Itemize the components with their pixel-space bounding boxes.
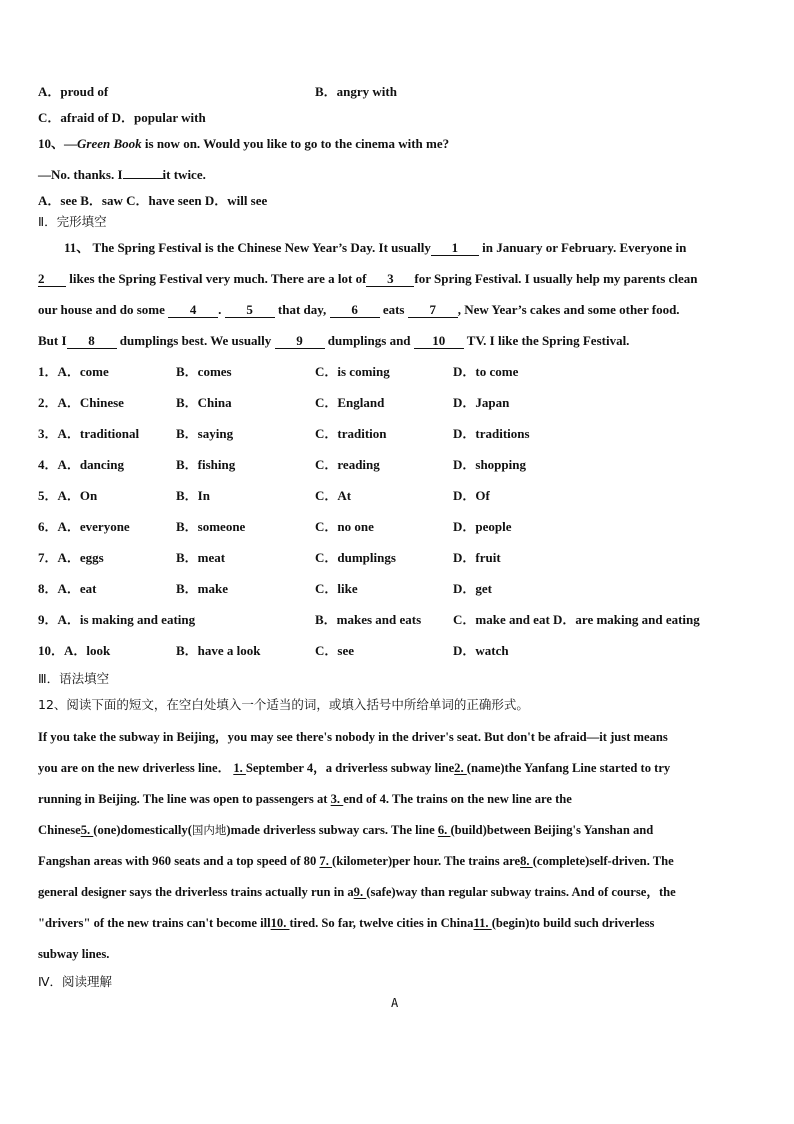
grammar-blank-8[interactable]: 8.	[520, 854, 533, 868]
cloze-text: dumplings and	[324, 333, 414, 348]
cloze-line-2	[38, 271, 697, 287]
grammar-text: (name)the Yanfang Line started to try	[466, 761, 671, 775]
cloze-line-4	[38, 333, 629, 349]
cloze-line-1	[64, 240, 686, 256]
option-c[interactable]: C．England	[315, 395, 385, 410]
grammar-line-6	[38, 884, 676, 900]
cloze-blank-1[interactable]: 1	[431, 241, 479, 256]
option-a[interactable]: 10．A．look	[38, 643, 111, 658]
option-c[interactable]: C．At	[315, 488, 352, 503]
cloze-blank-5[interactable]: 5	[225, 303, 275, 318]
option-a[interactable]: 8．A．eat	[38, 581, 97, 596]
section-3-title: Ⅲ．语法填空	[38, 671, 110, 686]
q10-reply-end: it twice.	[162, 167, 206, 182]
q10-reply	[38, 167, 206, 183]
cloze-text: TV. I like the Spring Festival.	[463, 333, 630, 348]
grammar-text: end of 4. The trains on the new line are the	[343, 792, 572, 806]
grammar-line-7	[38, 915, 654, 931]
cloze-text: for Spring Festival. I usually help my parents clean	[414, 271, 698, 286]
option-b[interactable]: B．In	[176, 488, 210, 503]
cloze-blank-3[interactable]: 3	[366, 272, 414, 287]
grammar-line-2	[38, 760, 670, 776]
option-b[interactable]: B．saying	[176, 426, 234, 441]
option-b[interactable]: B．comes	[176, 364, 232, 379]
cloze-text: eats	[379, 302, 408, 317]
grammar-text: September 4，a driverless subway line	[245, 761, 455, 775]
option-d[interactable]: D．shopping	[453, 457, 526, 472]
q10-movie-title: Green Book	[77, 136, 142, 151]
grammar-text: (kilometer)per hour. The trains are	[332, 854, 521, 868]
grammar-text: tired. So far, twelve cities in China	[289, 916, 474, 930]
q10-prefix: 10、—	[38, 136, 78, 151]
option-d[interactable]: D．Of	[453, 488, 490, 503]
grammar-line-3	[38, 791, 572, 807]
cloze-text: likes the Spring Festival very much. There are a lot of	[66, 271, 367, 286]
option-b[interactable]: B．someone	[176, 519, 246, 534]
grammar-blank-10[interactable]: 10.	[270, 916, 290, 930]
q10-options: A．see B．saw C．have seen D．will see	[38, 193, 268, 208]
grammar-blank-11[interactable]: 11.	[473, 916, 492, 930]
cloze-text: dumplings best. We usually	[116, 333, 275, 348]
cloze-blank-2[interactable]: 2	[38, 272, 66, 287]
grammar-text: (begin)to build such driverless	[491, 916, 655, 930]
cloze-blank-4[interactable]: 4	[168, 303, 218, 318]
grammar-text: (one)domestically(	[93, 823, 192, 837]
grammar-text: "drivers" of the new trains can't become ill	[38, 916, 271, 930]
option-b[interactable]: B．have a look	[176, 643, 261, 658]
q10-question	[38, 136, 449, 152]
option-d[interactable]: D．people	[453, 519, 512, 534]
option-a[interactable]: 9．A．is making and eating	[38, 612, 196, 627]
option-a[interactable]: 3．A．traditional	[38, 426, 140, 441]
grammar-text: you are on the new driverless line．	[38, 761, 234, 775]
grammar-blank-3[interactable]: 3.	[330, 792, 344, 806]
grammar-line-4	[38, 822, 653, 838]
option-c[interactable]: C．is coming	[315, 364, 390, 379]
option-d[interactable]: D．fruit	[453, 550, 501, 565]
option-d[interactable]: D．Japan	[453, 395, 510, 410]
cloze-blank-10[interactable]: 10	[414, 334, 464, 349]
grammar-blank-6[interactable]: 6.	[437, 823, 451, 837]
option-b[interactable]: B．fishing	[176, 457, 236, 472]
cloze-blank-6[interactable]: 6	[330, 303, 380, 318]
option-a[interactable]: 5．A．On	[38, 488, 98, 503]
grammar-blank-1[interactable]: 1.	[233, 761, 246, 775]
grammar-blank-2[interactable]: 2.	[454, 761, 467, 775]
passage-label: A	[391, 996, 399, 1010]
cloze-blank-9[interactable]: 9	[275, 334, 325, 349]
option-b[interactable]: B．makes and eats	[315, 612, 422, 627]
option-a[interactable]: 2．A．Chinese	[38, 395, 124, 410]
option-a[interactable]: 6．A．everyone	[38, 519, 130, 534]
option-cd[interactable]: C．make and eat D．are making and eating	[453, 612, 700, 627]
option-a[interactable]: 7．A．eggs	[38, 550, 104, 565]
grammar-line-1: If you take the subway in Beijing，you may see there's nobody in the driver's seat. But don't be afraid—it just means	[38, 730, 668, 744]
q12-instruction: 12、阅读下面的短文，在空白处填入一个适当的词，或填入括号中所给单词的正确形式。	[38, 697, 529, 712]
section-2-title: Ⅱ．完形填空	[38, 214, 107, 229]
option-d[interactable]: D．watch	[453, 643, 509, 658]
option-d[interactable]: D．get	[453, 581, 492, 596]
q10-rest: is now on. Would you like to go to the cinema with me?	[141, 136, 450, 151]
grammar-text: general designer says the driverless trains actually run in a	[38, 885, 354, 899]
grammar-blank-5[interactable]: 5.	[80, 823, 94, 837]
grammar-text: (complete)self-driven. The	[532, 854, 674, 868]
option-a[interactable]: 1．A．come	[38, 364, 109, 379]
grammar-text: Fangshan areas with 960 seats and a top speed of 80	[38, 854, 320, 868]
q10-reply-start: —No. thanks. I	[38, 167, 123, 182]
option-c[interactable]: C．tradition	[315, 426, 387, 441]
grammar-text: (safe)way than regular subway trains. And of course，the	[366, 885, 676, 899]
option-d[interactable]: D．to come	[453, 364, 519, 379]
grammar-text: Chinese	[38, 823, 81, 837]
grammar-chinese-gloss: 国内地	[191, 823, 227, 837]
option-d[interactable]: D．traditions	[453, 426, 530, 441]
option-c[interactable]: C．reading	[315, 457, 380, 472]
cloze-text: , New Year’s cakes and some other food.	[457, 302, 680, 317]
q9-option-cd: C．afraid of D．popular with	[38, 110, 206, 125]
option-c[interactable]: C．dumplings	[315, 550, 396, 565]
option-a[interactable]: 4．A．dancing	[38, 457, 124, 472]
option-c[interactable]: C．no one	[315, 519, 374, 534]
q9-option-b: B．angry with	[315, 84, 397, 99]
cloze-blank-8[interactable]: 8	[67, 334, 117, 349]
cloze-text: our house and do some	[38, 302, 169, 317]
cloze-line-3	[38, 302, 680, 318]
section-4-title: Ⅳ．阅读理解	[38, 974, 113, 989]
grammar-line-8: subway lines.	[38, 947, 110, 961]
cloze-text: that day,	[274, 302, 330, 317]
grammar-line-5	[38, 853, 674, 869]
grammar-text: running in Beijing. The line was open to passengers at	[38, 792, 331, 806]
grammar-text: )made driverless subway cars. The line	[226, 823, 438, 837]
option-c[interactable]: C．see	[315, 643, 354, 658]
grammar-blank-9[interactable]: 9.	[353, 885, 367, 899]
cloze-blank-7[interactable]: 7	[408, 303, 458, 318]
grammar-text: (build)between Beijing's Yanshan and	[450, 823, 654, 837]
cloze-text: .	[218, 302, 225, 317]
cloze-text: 11、 The Spring Festival is the Chinese New Year’s Day. It usually	[64, 240, 431, 255]
cloze-text: in January or February. Everyone in	[478, 240, 687, 255]
option-b[interactable]: B．China	[176, 395, 232, 410]
grammar-blank-7[interactable]: 7.	[319, 854, 333, 868]
option-b[interactable]: B．meat	[176, 550, 226, 565]
option-c[interactable]: C．like	[315, 581, 358, 596]
q9-option-a: A．proud of	[38, 84, 109, 99]
option-b[interactable]: B．make	[176, 581, 229, 596]
q10-blank[interactable]	[123, 178, 163, 179]
cloze-text: But I	[38, 333, 67, 348]
